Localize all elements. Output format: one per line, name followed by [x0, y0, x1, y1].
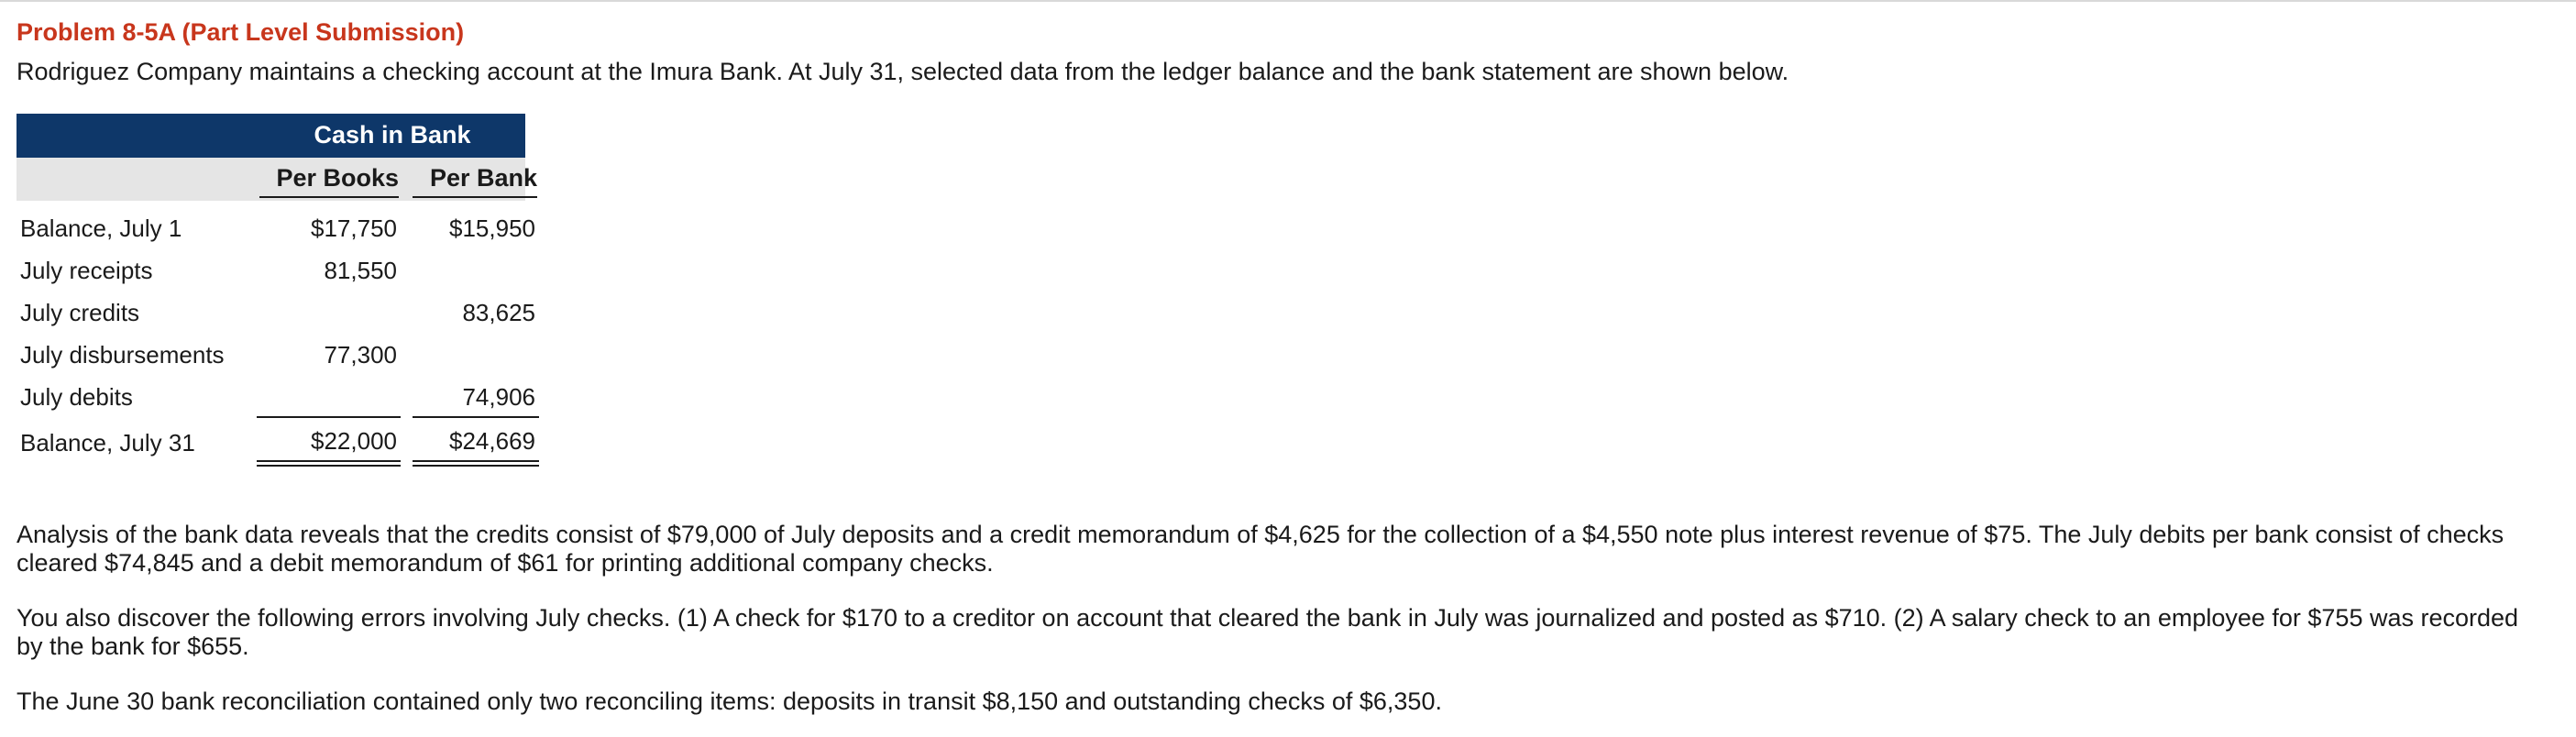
analysis-paragraph: Analysis of the bank data reveals that the credits consist of $79,000 of July deposits and a credit memorandum of $4,625 for the collection of a $4,550 note plus interest revenue of $75. The July debits per bank consist of checks cleared $74,845 and a debit memorandum of $61 for printing additional company checks. [17, 521, 2504, 577]
total-double-rule-bank-2 [413, 465, 539, 467]
per-bank-value: 74,906 [462, 383, 535, 411]
per-books-value: 77,300 [324, 341, 397, 368]
table-subheader [17, 158, 537, 201]
total-double-rule-bank-1 [413, 460, 539, 462]
row-label: July receipts [20, 257, 153, 284]
table-row [17, 205, 548, 248]
row-label: Balance, July 31 [20, 429, 195, 456]
row-label: Balance, July 1 [20, 214, 182, 242]
table-title: Cash in Bank [314, 121, 471, 148]
per-books-total: $22,000 [311, 427, 397, 455]
row-label: July debits [20, 383, 133, 411]
column-header-per-bank: Per Bank [413, 164, 537, 198]
per-bank-total: $24,669 [449, 427, 535, 455]
per-bank-value: $15,950 [449, 214, 535, 242]
problem-title: Problem 8-5A (Part Level Submission) [17, 18, 465, 46]
column-header-per-books: Per Books [259, 164, 399, 198]
table-row [17, 332, 548, 374]
table-row-total [17, 418, 548, 460]
table-row [17, 248, 548, 290]
per-books-value: 81,550 [324, 257, 397, 284]
table-header [17, 114, 525, 158]
total-double-rule-books-2 [257, 465, 401, 467]
per-bank-value: 83,625 [462, 299, 535, 326]
june-reconciliation-paragraph: The June 30 bank reconciliation contained only two reconciling items: deposits in transit $8,150 and outstanding checks of $6,350. [17, 688, 1442, 715]
errors-paragraph: You also discover the following errors involving July checks. (1) A check for $170 to a creditor on account that cleared the bank in July was journalized and posted as $710. (2) A salary check to an employee for $755 was recorded by the bank for $655. [17, 604, 2519, 660]
total-double-rule-books-1 [257, 460, 401, 462]
row-label: July disbursements [20, 341, 225, 368]
row-label: July credits [20, 299, 140, 326]
top-divider [0, 0, 2576, 2]
table-row [17, 374, 548, 416]
per-books-value: $17,750 [311, 214, 397, 242]
cash-in-bank-table [17, 114, 537, 456]
table-row [17, 290, 548, 332]
problem-intro: Rodriguez Company maintains a checking account at the Imura Bank. At July 31, selected data from the ledger balance and the bank statement are shown below. [17, 58, 1789, 85]
